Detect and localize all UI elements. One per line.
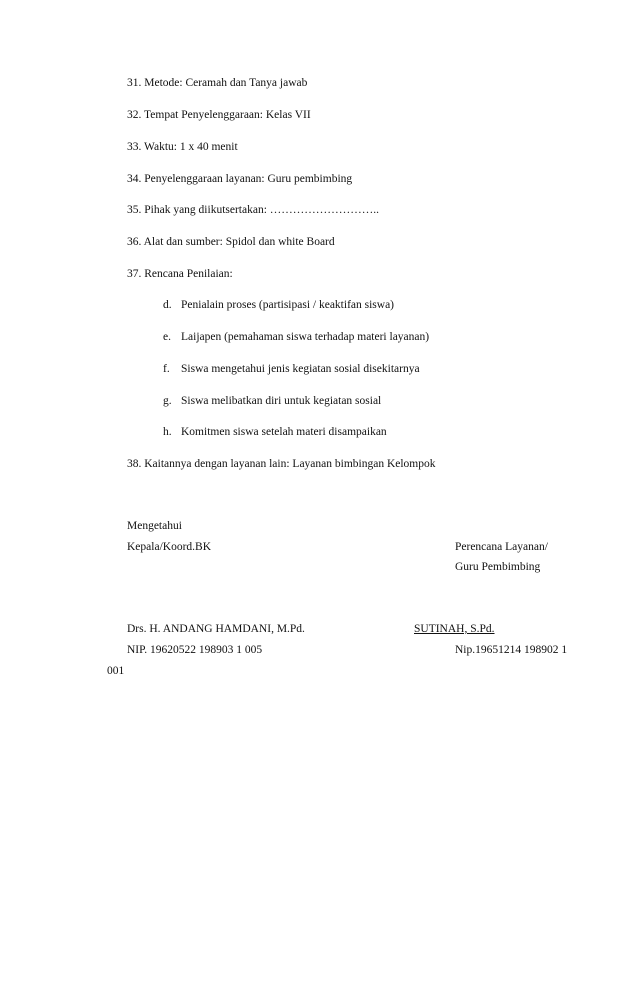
item-text: Metode: Ceramah dan Tanya jawab [144,77,308,89]
item-36 [127,235,335,249]
item-number: 33. [127,141,142,153]
left-role: Kepala/Koord.BK [127,541,211,553]
sub-item-h-text: Komitmen siswa setelah materi disampaikan [181,426,387,438]
item-number: 38. [127,458,142,470]
item-38 [127,457,436,471]
sub-item-f-letter: f. [163,363,170,375]
right-nip: Nip.19651214 198902 1 [455,644,568,656]
sub-item-e-letter: e. [163,331,171,343]
right-role-line1: Perencana Layanan/ [455,541,548,553]
sub-item-h-letter: h. [163,426,172,438]
sub-item-g-letter: g. [163,395,172,407]
item-35 [127,203,379,217]
right-nip-wrap: 001 [107,665,125,677]
sub-item-g-text: Siswa melibatkan diri untuk kegiatan sosial [181,395,382,407]
right-role-line2: Guru Pembimbing [455,561,541,573]
mengetahui-label: Mengetahui [127,520,182,532]
item-text: Tempat Penyelenggaraan: Kelas VII [144,109,311,121]
item-text: Alat dan sumber: Spidol dan white Board [143,236,335,248]
sub-item-d-text: Penialain proses (partisipasi / keaktifan siswa) [181,299,395,311]
item-37 [127,267,233,281]
item-number: 35. [127,204,142,216]
left-nip: NIP. 19620522 198903 1 005 [127,644,263,656]
item-text: Rencana Penilaian: [144,268,233,280]
item-32 [127,108,311,122]
item-31 [127,76,307,90]
item-text: Waktu: 1 x 40 menit [144,141,238,153]
item-text: Penyelenggaraan layanan: Guru pembimbing [144,173,353,185]
item-34 [127,172,352,186]
left-signatory-name: Drs. H. ANDANG HAMDANI, M.Pd. [127,623,305,635]
sub-item-f-text: Siswa mengetahui jenis kegiatan sosial disekitarnya [181,363,420,375]
sub-item-e-text: Laijapen (pemahaman siswa terhadap materi layanan) [181,331,430,343]
item-33 [127,140,238,154]
item-text: Pihak yang diikutsertakan: ……………………….. [144,204,380,216]
item-number: 31. [127,77,142,89]
item-number: 37. [127,268,142,280]
item-number: 34. [127,173,142,185]
right-signatory-name: SUTINAH, S.Pd. [414,623,495,635]
item-number: 36. [127,236,142,248]
item-number: 32. [127,109,142,121]
sub-item-d-letter: d. [163,299,172,311]
item-text: Kaitannya dengan layanan lain: Layanan bimbingan Kelompok [144,458,436,470]
